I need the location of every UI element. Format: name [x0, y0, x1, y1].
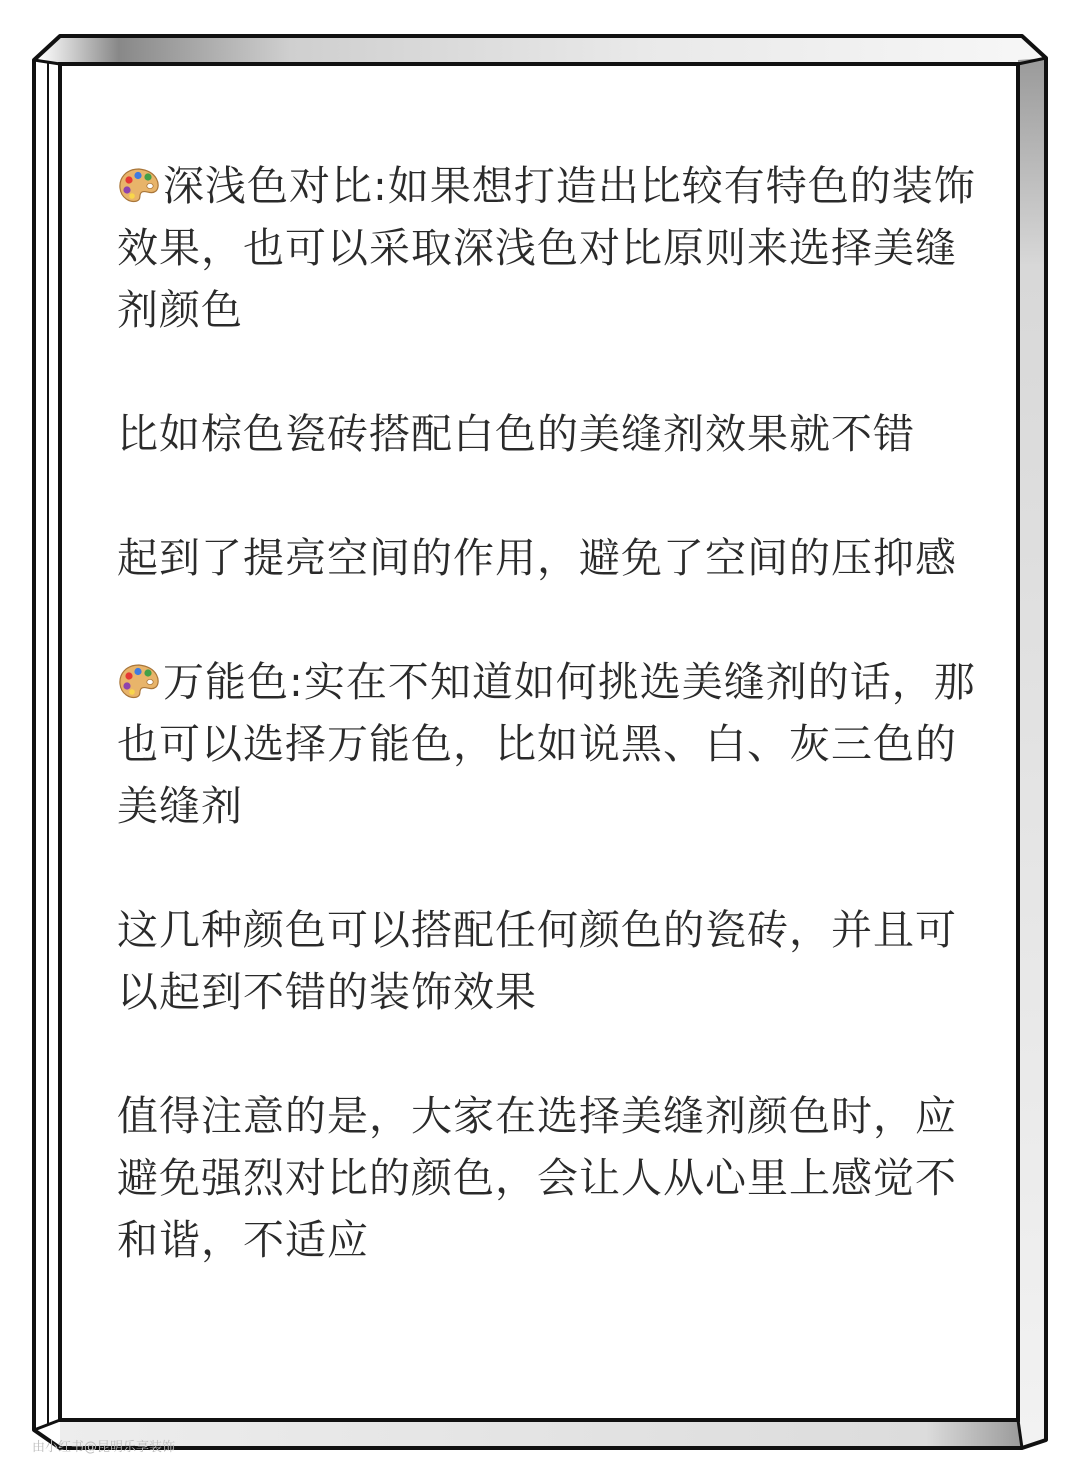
paragraph-contrast-colors: [117, 155, 987, 341]
paragraph-text: 起到了提亮空间的作用，避免了空间的压抑感: [117, 534, 957, 582]
paragraph-brown-tile-example: [117, 403, 987, 465]
paragraph-text: 深浅色对比:如果想打造出比较有特色的装饰效果，也可以采取深浅色对比原则来选择美缝剂颜色: [117, 162, 976, 334]
watermark: 由小红书@昆明乐享装饰: [32, 1440, 176, 1455]
paragraph-text: 万能色:实在不知道如何挑选美缝剂的话，那也可以选择万能色，比如说黑、白、灰三色的美缝剂: [117, 658, 976, 830]
paragraph-text: 比如棕色瓷砖搭配白色的美缝剂效果就不错: [117, 410, 915, 458]
paragraph-text: 值得注意的是，大家在选择美缝剂颜色时，应避免强烈对比的颜色，会让人从心里上感觉不和谐，不适应: [117, 1092, 957, 1264]
paragraph-text: 这几种颜色可以搭配任何颜色的瓷砖，并且可以起到不错的装饰效果: [117, 906, 957, 1016]
paragraph-match-any-tile: [117, 899, 987, 1023]
palette-icon: [117, 166, 161, 206]
paragraph-note-avoid-contrast: [117, 1085, 987, 1271]
paragraph-universal-colors: [117, 651, 987, 837]
article-body: [117, 155, 987, 1333]
palette-icon: [117, 662, 161, 702]
paragraph-brighten-space: [117, 527, 987, 589]
